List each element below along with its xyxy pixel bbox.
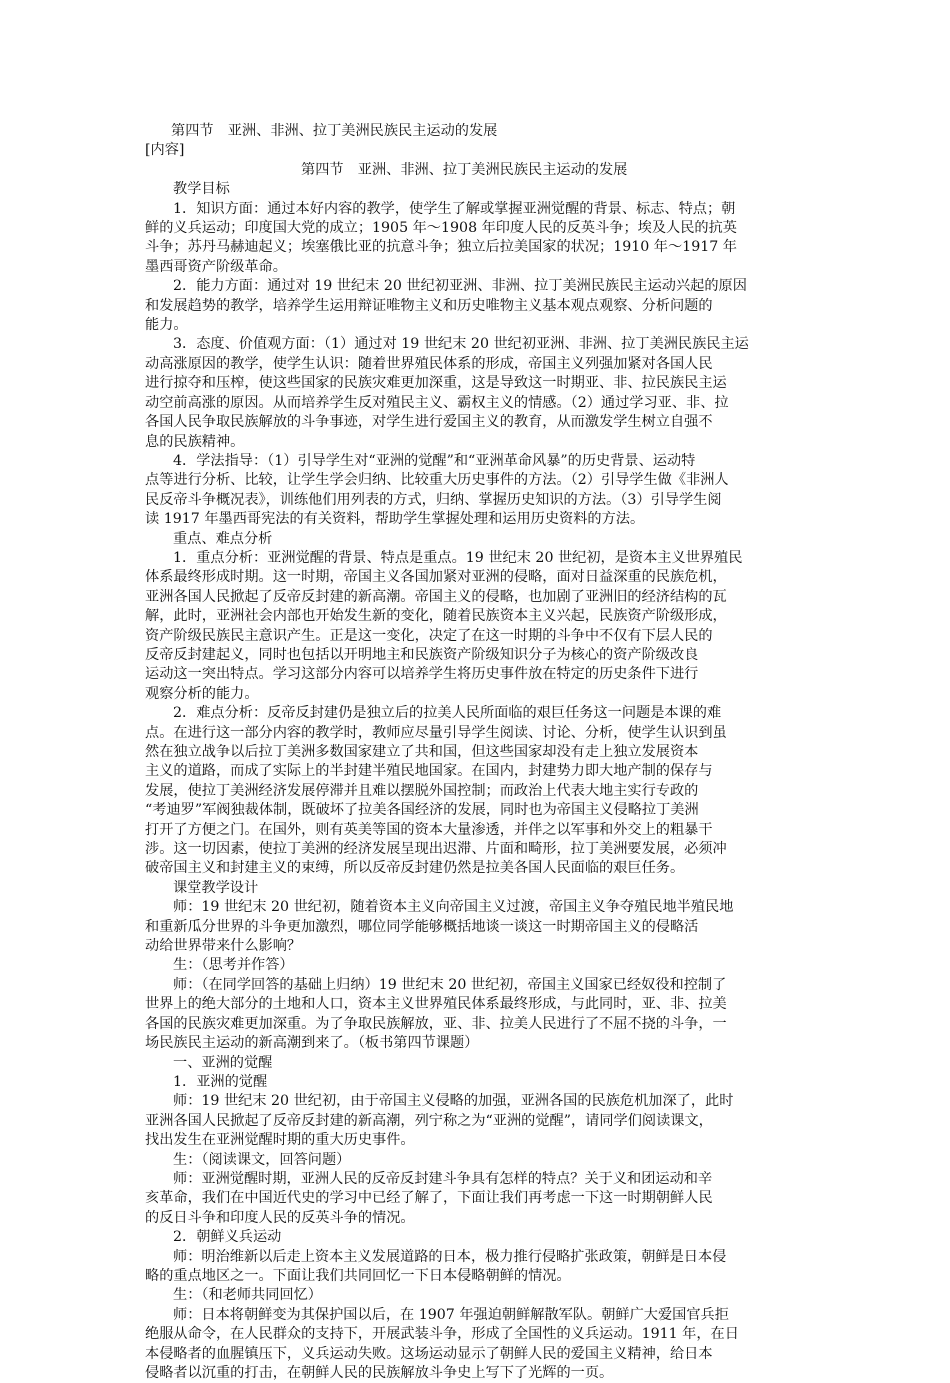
body-line: 解，此时，亚洲社会内部也开始发生新的变化，随着民族资本主义兴起，民族资产阶级形成，: [145, 608, 727, 625]
body-line: 1．亚洲的觉醒: [173, 1073, 268, 1090]
body-line: 然在独立战争以后拉丁美洲多数国家建立了共和国，但这些国家却没有走上独立发展资本: [145, 744, 699, 760]
body-line: 一、亚洲的觉醒: [173, 1054, 273, 1071]
body-line: 进行掠夺和压榨，使这些国家的民族灾难更加深重，这是导致这一时期亚、非、拉民族民主运: [145, 375, 727, 392]
body-line: 打开了方便之门。在国外，则有英美等国的资本大量渗透，并伴之以军事和外交上的粗暴干: [145, 821, 713, 838]
body-line: 资产阶级民族民主意识产生。正是这一变化，决定了在这一时期的斗争中不仅有下层人民的: [145, 627, 713, 644]
body-line: 破帝国主义和封建主义的束缚，所以反帝反封建仍然是拉美各国人民面临的艰巨任务。: [145, 860, 685, 877]
body-line: 师：明治维新以后走上资本主义发展道路的日本，极力推行侵略扩张政策，朝鲜是日本侵: [173, 1248, 727, 1265]
body-line: 点等进行分析、比较，让学生学会归纳、比较重大历史事件的方法。（2）引导学生做《非洲人: [145, 472, 729, 489]
body-line: 侵略者以沉重的打击，在朝鲜人民的民族解放斗争史上写下了光辉的一页。: [145, 1365, 614, 1381]
body-line: 亥革命，我们在中国近代史的学习中已经了解了，下面让我们再考虑一下这一时期朝鲜人民: [145, 1190, 713, 1207]
body-line: 绝服从命令，在人民群众的支持下，开展武装斗争，形成了全国性的义兵运动。1911 年，在日: [145, 1326, 739, 1343]
content-tag: [内容]: [145, 142, 185, 159]
body-line: 体系最终形成时期。这一时期，帝国主义各国加紧对亚洲的侵略，面对日益深重的民族危机，: [145, 569, 727, 586]
body-line: 亚洲各国人民掀起了反帝反封建的新高潮。帝国主义的侵略，也加剧了亚洲旧的经济结构的瓦: [145, 588, 727, 605]
body-line: 斗争；苏丹马赫迪起义；埃塞俄比亚的抗意斗争；独立后拉美国家的状况；1910 年～1917 年: [145, 239, 737, 256]
body-line: “考迪罗”军阀独裁体制，既破坏了拉美各国经济的发展，同时也为帝国主义侵略拉丁美洲: [145, 802, 699, 819]
body-line: 生：（思考并作答）: [173, 957, 294, 974]
body-line: 动空前高涨的原因。从而培养学生反对殖民主义、霸权主义的情感。（2）通过学习亚、非、拉: [145, 394, 729, 411]
body-line: 鲜的义兵运动；印度国大党的成立；1905 年～1908 年印度人民的反英斗争；埃及人民的抗英: [145, 220, 737, 237]
body-line: 1．知识方面：通过本好内容的教学，使学生了解或掌握亚洲觉醒的背景、标志、特点；朝: [173, 200, 736, 217]
body-line: 2．能力方面：通过对 19 世纪末 20 世纪初亚洲、非洲、拉丁美洲民族民主运动兴起的原因: [173, 278, 747, 295]
body-line: 亚洲各国人民掀起了反帝反封建的新高潮，列宁称之为“亚洲的觉醒”，请同学们阅读课文，: [145, 1112, 713, 1129]
body-line: 找出发生在亚洲觉醒时期的重大历史事件。: [145, 1132, 415, 1149]
body-line: 生：（和老师共同回忆）: [173, 1287, 322, 1304]
body-line: 动高涨原因的教学，使学生认识：随着世界殖民体系的形成，帝国主义列强加紧对各国人民: [145, 355, 713, 372]
body-line: 和重新瓜分世界的斗争更加激烈，哪位同学能够概括地谈一谈这一时期帝国主义的侵略活: [145, 918, 699, 935]
body-line: 师：19 世纪末 20 世纪初，随着资本主义向帝国主义过渡，帝国主义争夺殖民地半殖民地: [173, 899, 734, 916]
body-line: 世界上的绝大部分的土地和人口，资本主义世界殖民体系最终形成，与此同时，亚、非、拉美: [145, 996, 727, 1013]
document-page: [145, 122, 808, 1383]
body-line: 息的民族精神。: [145, 433, 245, 450]
body-line: 动给世界带来什么影响？: [145, 938, 302, 955]
body-line: 师：（在同学回答的基础上归纳）19 世纪末 20 世纪初，帝国主义国家已经奴役和控制了: [173, 976, 727, 993]
body-line: 2．朝鲜义兵运动: [173, 1229, 282, 1246]
body-line: 点。在进行这一部分内容的教学时，教师应尽量引导学生阅读、讨论、分析，使学生认识到虽: [145, 724, 727, 741]
body-line: 课堂教学设计: [173, 879, 259, 896]
body-line: 各国人民争取民族解放的斗争事迹，对学生进行爱国主义的教育，从而激发学生树立自强不: [145, 414, 713, 431]
body-line: 主义的道路，而成了实际上的半封建半殖民地国家。在国内，封建势力即大地产制的保存与: [145, 763, 713, 780]
body-line: 师：19 世纪末 20 世纪初，由于帝国主义侵略的加强，亚洲各国的民族危机加深了，此时: [173, 1093, 734, 1110]
body-line: 和发展趋势的教学，培养学生运用辩证唯物主义和历史唯物主义基本观点观察、分析问题的: [145, 297, 713, 314]
body-line: 涉。这一切因素，使拉丁美洲的经济发展呈现出迟滞、片面和畸形，拉丁美洲要发展，必须冲: [145, 841, 727, 858]
body-line: 观察分析的能力。: [145, 685, 259, 702]
body-line: 师：亚洲觉醒时期，亚洲人民的反帝反封建斗争具有怎样的特点？关于义和团运动和辛: [173, 1170, 713, 1187]
body-line: 墨西哥资产阶级革命。: [145, 258, 287, 275]
document-top-title: 第四节 亚洲、非洲、拉丁美洲民族民主运动的发展: [171, 123, 498, 139]
body-line: 民反帝斗争概况表》，训练他们用列表的方式，归纳、掌握历史知识的方法。（3）引导学生阅: [145, 491, 722, 508]
document-body: [145, 180, 808, 1383]
body-line: 各国的民族灾难更加深重。为了争取民族解放，亚、非、拉美人民进行了不屈不挠的斗争，一: [145, 1015, 727, 1032]
body-line: 生：（阅读课文，回答问题）: [173, 1151, 351, 1168]
body-line: 4．学法指导：（1）引导学生对“亚洲的觉醒”和“亚洲革命风暴”的历史背景、运动特: [173, 452, 696, 469]
body-line: 师：日本将朝鲜变为其保护国以后，在 1907 年强迫朝鲜解散军队。朝鲜广大爱国官兵拒: [173, 1306, 729, 1323]
body-line: 发展，使拉丁美洲经济发展停滞并且难以摆脱外国控制；而政治上代表大地主实行专政的: [145, 782, 699, 799]
section-title: 第四节 亚洲、非洲、拉丁美洲民族民主运动的发展: [301, 161, 628, 178]
body-line: 重点、难点分析: [173, 530, 273, 547]
body-line: 能力。: [145, 317, 188, 334]
body-line: 反帝反封建起义，同时也包括以开明地主和民族资产阶级知识分子为核心的资产阶级改良: [145, 646, 699, 663]
body-line: 略的重点地区之一。下面让我们共同回忆一下日本侵略朝鲜的情况。: [145, 1267, 571, 1284]
body-line: 的反日斗争和印度人民的反英斗争的情况。: [145, 1209, 415, 1226]
body-line: 3．态度、价值观方面：（1）通过对 19 世纪末 20 世纪初亚洲、非洲、拉丁美洲民族民主运: [173, 336, 749, 353]
body-line: 2．难点分析：反帝反封建仍是独立后的拉美人民所面临的艰巨任务这一问题是本课的难: [173, 705, 722, 722]
body-line: 读 1917 年墨西哥宪法的有关资料，帮助学生掌握处理和运用历史资料的方法。: [145, 511, 645, 528]
body-line: 1．重点分析：亚洲觉醒的背景、特点是重点。19 世纪末 20 世纪初，是资本主义世界殖民: [173, 549, 743, 566]
body-line: 教学目标: [173, 181, 230, 198]
body-line: 运动这一突出特点。学习这部分内容可以培养学生将历史事件放在特定的历史条件下进行: [145, 666, 699, 683]
body-line: 场民族民主运动的新高潮到来了。（板书第四节课题）: [145, 1035, 479, 1052]
body-line: 本侵略者的血腥镇压下，义兵运动失败。这场运动显示了朝鲜人民的爱国主义精神，给日本: [145, 1345, 713, 1362]
